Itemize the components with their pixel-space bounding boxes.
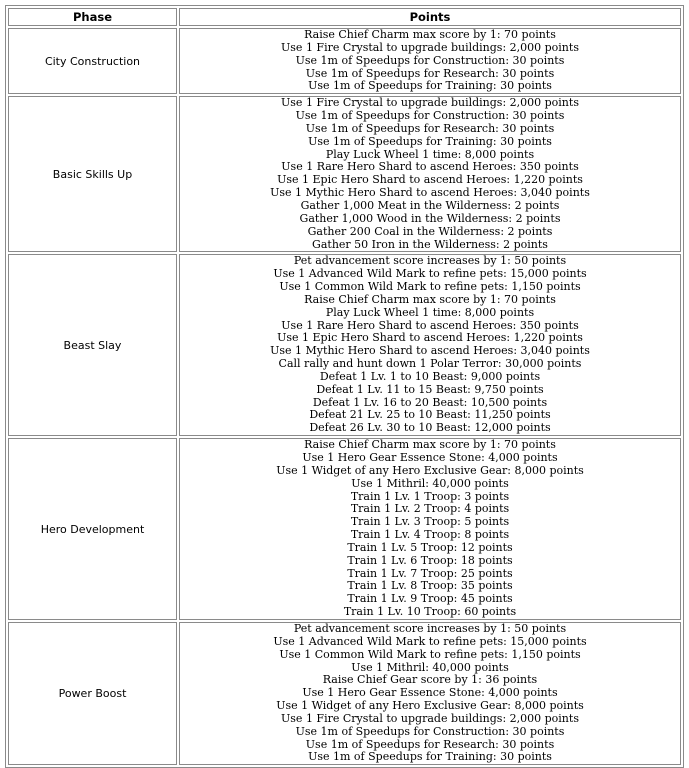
point-rule-item: Use 1m of Speedups for Construction: 30 points bbox=[295, 53, 565, 67]
point-rule-item: Raise Chief Charm max score by 1: 70 points bbox=[304, 438, 556, 452]
phase-name-cell: Hero Development bbox=[8, 438, 177, 620]
point-rule-item: Train 1 Lv. 4 Troop: 8 points bbox=[350, 528, 510, 542]
point-rule-item: Use 1m of Speedups for Research: 30 points bbox=[305, 121, 555, 135]
point-rule-item: Use 1 Mythic Hero Shard to ascend Heroes: 3,040 points bbox=[270, 186, 590, 200]
point-rule-item: Use 1 Rare Hero Shard to ascend Heroes: 350 points bbox=[281, 318, 579, 332]
phase-name-cell: Beast Slay bbox=[8, 254, 177, 436]
point-rule-item: Use 1m of Speedups for Construction: 30 points bbox=[295, 724, 565, 738]
point-rule-item: Defeat 1 Lv. 11 to 15 Beast: 9,750 points bbox=[316, 382, 544, 396]
table-row bbox=[8, 96, 681, 252]
point-rule-item: Defeat 26 Lv. 30 to 10 Beast: 12,000 points bbox=[309, 421, 551, 435]
point-rule-item: Use 1 Fire Crystal to upgrade buildings: 2,000 points bbox=[281, 711, 579, 725]
point-rule-item: Use 1 Widget of any Hero Exclusive Gear: 8,000 points bbox=[276, 699, 584, 713]
table-row bbox=[8, 28, 681, 94]
point-rule-item: Raise Chief Charm max score by 1: 70 points bbox=[304, 292, 556, 306]
point-rule-item: Use 1m of Speedups for Research: 30 points bbox=[305, 737, 555, 751]
point-rule-item: Train 1 Lv. 3 Troop: 5 points bbox=[350, 515, 510, 529]
table-row bbox=[8, 438, 681, 620]
point-rule-item: Use 1 Hero Gear Essence Stone: 4,000 points bbox=[302, 686, 558, 700]
points-list-cell bbox=[179, 254, 681, 436]
point-rule-item: Gather 1,000 Wood in the Wilderness: 2 points bbox=[299, 211, 561, 225]
point-rule-item: Use 1 Fire Crystal to upgrade buildings: 2,000 points bbox=[281, 96, 579, 110]
point-rule-item: Train 1 Lv. 1 Troop: 3 points bbox=[350, 489, 510, 503]
point-rule-item: Use 1 Mythic Hero Shard to ascend Heroes: 3,040 points bbox=[270, 344, 590, 358]
point-rule-item: Raise Chief Gear score by 1: 36 points bbox=[322, 673, 538, 687]
point-rule-item: Play Luck Wheel 1 time: 8,000 points bbox=[325, 305, 535, 319]
points-list-cell bbox=[179, 28, 681, 94]
point-rule-item: Use 1m of Speedups for Training: 30 points bbox=[308, 750, 552, 764]
point-rule-item: Use 1m of Speedups for Training: 30 points bbox=[308, 134, 552, 148]
point-rule-item: Use 1m of Speedups for Construction: 30 points bbox=[295, 109, 565, 123]
point-rule-item: Use 1m of Speedups for Research: 30 points bbox=[305, 66, 555, 80]
point-rule-item: Use 1 Widget of any Hero Exclusive Gear: 8,000 points bbox=[276, 463, 584, 477]
table-header bbox=[8, 8, 681, 26]
point-rule-item: Use 1 Common Wild Mark to refine pets: 1,150 points bbox=[279, 647, 581, 661]
points-list-cell bbox=[179, 622, 681, 765]
phase-name-cell: Power Boost bbox=[8, 622, 177, 765]
table-row bbox=[8, 254, 681, 436]
point-rule-item: Call rally and hunt down 1 Polar Terror: 30,000 points bbox=[278, 357, 582, 371]
point-rule-item: Use 1 Epic Hero Shard to ascend Heroes: 1,220 points bbox=[277, 173, 583, 187]
point-rule-item: Use 1 Fire Crystal to upgrade buildings: 2,000 points bbox=[281, 40, 579, 54]
point-rule-item: Train 1 Lv. 2 Troop: 4 points bbox=[350, 502, 510, 516]
point-rule-item: Train 1 Lv. 9 Troop: 45 points bbox=[347, 592, 513, 606]
point-rule-item: Train 1 Lv. 5 Troop: 12 points bbox=[347, 540, 513, 554]
point-rule-item: Defeat 21 Lv. 25 to 10 Beast: 11,250 points bbox=[309, 408, 551, 422]
points-column-header: Points bbox=[179, 8, 681, 26]
point-rule-item: Use 1 Epic Hero Shard to ascend Heroes: 1,220 points bbox=[277, 331, 583, 345]
points-table bbox=[5, 5, 684, 768]
point-rule-item: Use 1 Hero Gear Essence Stone: 4,000 points bbox=[302, 451, 558, 464]
points-list-cell bbox=[179, 96, 681, 252]
point-rule-item: Raise Chief Charm max score by 1: 70 points bbox=[304, 28, 556, 41]
point-rule-item: Use 1 Common Wild Mark to refine pets: 1,150 points bbox=[279, 280, 581, 294]
table-body bbox=[8, 28, 681, 765]
header-row bbox=[8, 8, 681, 26]
point-rule-item: Train 1 Lv. 7 Troop: 25 points bbox=[347, 566, 513, 580]
points-list-cell bbox=[179, 438, 681, 620]
phase-column-header: Phase bbox=[8, 8, 177, 26]
point-rule-item: Gather 50 Iron in the Wilderness: 2 points bbox=[312, 237, 548, 251]
point-rule-item: Gather 1,000 Meat in the Wilderness: 2 points bbox=[300, 198, 560, 212]
table-row bbox=[8, 622, 681, 765]
point-rule-item: Play Luck Wheel 1 time: 8,000 points bbox=[325, 147, 535, 161]
point-rule-item: Defeat 1 Lv. 16 to 20 Beast: 10,500 points bbox=[312, 395, 548, 409]
point-rule-item: Gather 200 Coal in the Wilderness: 2 points bbox=[307, 224, 553, 238]
point-rule-item: Train 1 Lv. 8 Troop: 35 points bbox=[347, 579, 513, 593]
point-rule-item: Use 1m of Speedups for Training: 30 points bbox=[308, 79, 552, 93]
phase-name-cell: City Construction bbox=[8, 28, 177, 94]
point-rule-item: Use 1 Rare Hero Shard to ascend Heroes: 350 points bbox=[281, 160, 579, 174]
point-rule-item: Pet advancement score increases by 1: 50 points bbox=[293, 621, 567, 635]
point-rule-item: Pet advancement score increases by 1: 50 points bbox=[293, 254, 567, 268]
point-rule-item: Use 1 Advanced Wild Mark to refine pets: 15,000 points bbox=[273, 267, 587, 281]
point-rule-item: Defeat 1 Lv. 1 to 10 Beast: 9,000 points bbox=[319, 369, 541, 383]
point-rule-item: Train 1 Lv. 6 Troop: 18 points bbox=[347, 553, 513, 567]
point-rule-item: Use 1 Mithril: 40,000 points bbox=[351, 476, 509, 490]
point-rule-item: Use 1 Advanced Wild Mark to refine pets: 15,000 points bbox=[273, 634, 587, 648]
phase-name-cell: Basic Skills Up bbox=[8, 96, 177, 252]
point-rule-item: Train 1 Lv. 10 Troop: 60 points bbox=[343, 605, 517, 619]
point-rule-item: Use 1 Mithril: 40,000 points bbox=[351, 660, 509, 674]
